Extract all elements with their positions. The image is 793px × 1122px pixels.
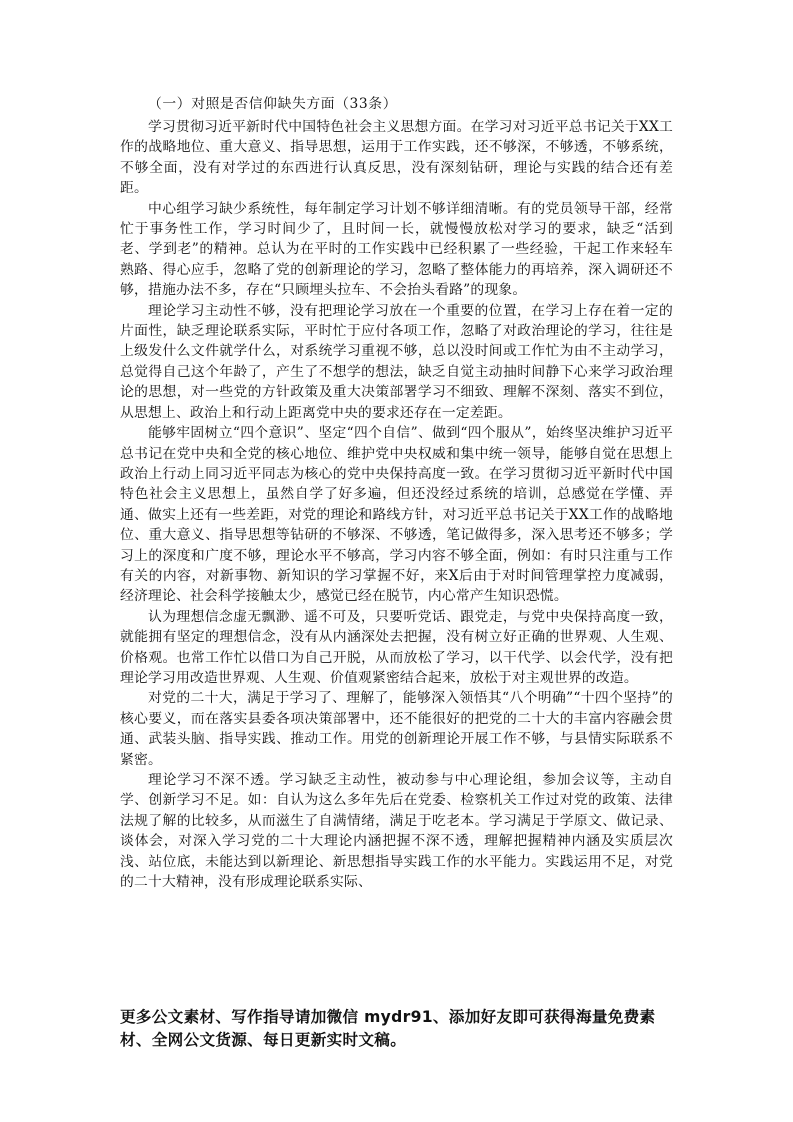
paragraph-5: 认为理想信念虚无飘渺、遥不可及，只要听党话、跟党走，与党中央保持高度一致，就能拥有坚定的理想信念，没有从内涵深处去把握，没有树立好正确的世界观、人生观、价格观。也常工作忙以借口为自己开脱，从而放松了学习，以干代学、以会代学，没有把理论学习用改造世界观、人生观、价值观紧密结合起来，放松于对主观世界的改造。 [120, 608, 673, 686]
paragraph-1: 学习贯彻习近平新时代中国特色社会主义思想方面。在学习对习近平总书记关于XX工作的战略地位、重大意义、指导思想，运用于工作实践，还不够深，不够透，不够系统，不够全面，没有对学过的东西进行认真反思，没有深刻钻研，理论与实践的结合还有差距。 [120, 119, 673, 197]
paragraph-7: 理论学习不深不透。学习缺乏主动性，被动参与中心理论组，参加会议等，主动自学、创新学习不足。如：自认为这么多年先后在党委、检察机关工作过对党的政策、法律法规了解的比较多，从而滋生了自满情绪，满足于吃老本。学习满足于学原文、做记录、谈体会，对深入学习党的二十大理论内涵把握不深不透，理解把握精神内涵及实质层次浅、站位底，未能达到以新理论、新思想指导实践工作的水平能力。实践运用不足，对党的二十大精神，没有形成理论联系实际、 [120, 772, 673, 891]
document-body [120, 94, 673, 892]
paragraph-3: 理论学习主动性不够，没有把理论学习放在一个重要的位置，在学习上存在着一定的片面性，缺乏理论联系实际，平时忙于应付各项工作，忽略了对政治理论的学习，往往是上级发什么文件就学什么，对系统学习重视不够，总以没时间或工作忙为由不主动学习，总觉得自己这个年龄了，产生了不想学的想法，缺乏自觉主动抽时间静下心来学习政治理论的思想，对一些党的方针政策及重大决策部署学习不细致、理解不深刻、落实不到位，从思想上、政治上和行动上距离党中央的要求还存在一定差距。 [120, 302, 673, 421]
promo-footer: 更多公文素材、写作指导请加微信 mydr91、添加好友即可获得海量免费素材、全网公文货源、每日更新实时文稿。 [120, 1008, 656, 1049]
paragraph-2: 中心组学习缺少系统性，每年制定学习计划不够详细清晰。有的党员领导干部，经常忙于事务性工作，学习时间少了，且时间一长，就慢慢放松对学习的要求，缺乏“活到老、学到老”的精神。总认为在平时的工作实践中已经积累了一些经验，干起工作来轻车熟路、得心应手，忽略了党的创新理论的学习，忽略了整体能力的再培养，深入调研还不够，措施办法不多，存在“只顾埋头拉车、不会抬头看路”的现象。 [120, 200, 673, 299]
paragraph-6: 对党的二十大，满足于学习了、理解了，能够深入领悟其“八个明确”“十四个坚持”的核心要义，而在落实县委各项决策部署中，还不能很好的把党的二十大的丰富内容融会贯通、武装头脑、指导实践、推动工作。用党的创新理论开展工作不够，与县情实际联系不紧密。 [120, 690, 673, 768]
section-heading: （一）对照是否信仰缺失方面（33条） [148, 96, 398, 112]
paragraph-4: 能够牢固树立“四个意识”、坚定“四个自信”、做到“四个服从”，始终坚决维护习近平总书记在党中央和全党的核心地位、维护党中央权威和集中统一领导，能够自觉在思想上政治上行动上同习近平同志为核心的党中央保持高度一致。在学习贯彻习近平新时代中国特色社会主义思想上，虽然自学了好多遍，但还没经过系统的培训，总感觉在学懂、弄通、做实上还有一些差距，对党的理论和路线方针，对习近平总书记关于XX工作的战略地位、重大意义、指导思想等钻研的不够深、不够透，笔记做得多，深入思考还不够多；学习上的深度和广度不够，理论水平不够高，学习内容不够全面，例如：有时只注重与工作有关的内容，对新事物、新知识的学习掌握不好，来X后由于对时间管理掌控力度减弱，经济理论、社会科学接触太少，感觉已经在脱节，内心常产生知识恐慌。 [120, 425, 673, 605]
